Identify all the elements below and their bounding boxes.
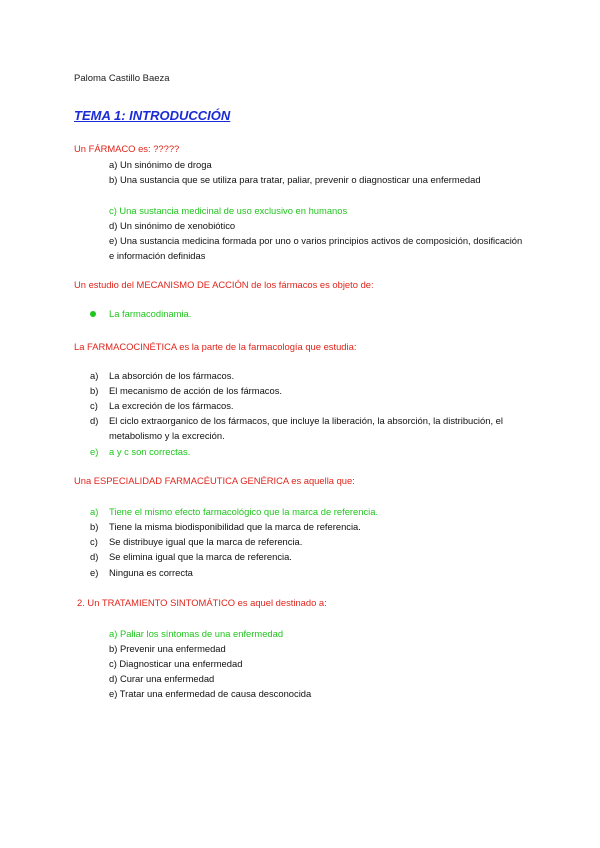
q3-text-d: El ciclo extraorganico de los fármacos, que incluye la liberación, la absorción, la distribución, el metabolismo y la excreción. <box>109 415 503 441</box>
q3-label-d: d) <box>90 415 99 426</box>
q4-text-c: Se distribuye igual que la marca de referencia. <box>109 536 303 547</box>
q4-label-a: a) <box>90 506 99 517</box>
question-especialidad: Una ESPECIALIDAD FARMACÉUTICA GENÉRICA es aquella que: <box>74 475 355 486</box>
q3-option-d <box>90 413 549 443</box>
q5-option-d: d) Curar una enfermedad <box>109 673 215 684</box>
q4-label-d: d) <box>90 551 99 562</box>
q5-option-e: e) Tratar una enfermedad de causa desconocida <box>109 688 312 699</box>
question-farmaco-text: Un FÁRMACO es: <box>74 143 154 154</box>
q3-option-e-correct <box>90 444 190 459</box>
q5-option-a-correct: a) Paliar los síntomas de una enfermedad <box>109 628 284 639</box>
q4-text-d: Se elimina igual que la marca de referencia. <box>109 551 292 562</box>
q3-text-c: La excreción de los fármacos. <box>109 400 234 411</box>
q3-label-c: c) <box>90 400 98 411</box>
page-title: TEMA 1: INTRODUCCIÓN <box>74 108 231 123</box>
q4-label-b: b) <box>90 521 99 532</box>
q4-label-e: e) <box>90 567 99 578</box>
q1-option-a: a) Un sinónimo de droga <box>109 159 212 170</box>
q4-label-c: c) <box>90 536 98 547</box>
question-farmaco <box>74 143 179 154</box>
q4-text-a: Tiene el mismo efecto farmacológico que la marca de referencia. <box>109 506 379 517</box>
q5-option-c: c) Diagnosticar una enfermedad <box>109 658 243 669</box>
q3-label-e: e) <box>90 446 99 457</box>
q4-option-a-correct <box>90 504 378 519</box>
q3-option-a <box>90 368 234 383</box>
q3-label-b: b) <box>90 385 99 396</box>
bullet-icon <box>90 311 96 317</box>
question-farmaco-marks: ????? <box>153 143 180 154</box>
question-mecanismo: Un estudio del MECANISMO DE ACCIÓN de los fármacos es objeto de: <box>74 279 374 290</box>
q1-option-c-correct: c) Una sustancia medicinal de uso exclusivo en humanos <box>109 205 348 216</box>
q3-text-b: El mecanismo de acción de los fármacos. <box>109 385 282 396</box>
q3-text-e: a y c son correctas. <box>109 446 191 457</box>
question-farmacocinetica: La FARMACOCINÉTICA es la parte de la farmacología que estudia: <box>74 341 357 352</box>
author-name: Paloma Castillo Baeza <box>74 73 170 84</box>
q4-option-d <box>90 549 292 564</box>
q3-option-b <box>90 383 282 398</box>
q1-option-e: e) Una sustancia medicina formada por uno o varios principios activos de composición, dosificación e información definidas <box>109 235 523 261</box>
q5-option-b: b) Prevenir una enfermedad <box>109 643 226 654</box>
q4-text-e: Ninguna es correcta <box>109 567 193 578</box>
q4-option-c <box>90 534 302 549</box>
q3-option-c <box>90 398 234 413</box>
q4-text-b: Tiene la misma biodisponibilidad que la marca de referencia. <box>109 521 361 532</box>
question-tratamiento: 2. Un TRATAMIENTO SINTOMÁTICO es aquel destinado a: <box>77 597 327 608</box>
q1-option-d: d) Un sinónimo de xenobiótico <box>109 220 236 231</box>
q4-option-b <box>90 519 361 534</box>
q2-answer-correct: La farmacodinamia. <box>109 308 192 319</box>
q4-option-e <box>90 565 193 580</box>
q3-text-a: La absorción de los fármacos. <box>109 370 235 381</box>
q1-option-b: b) Una sustancia que se utiliza para tratar, paliar, prevenir o diagnosticar una enfermedad <box>109 174 481 185</box>
q3-label-a: a) <box>90 370 99 381</box>
